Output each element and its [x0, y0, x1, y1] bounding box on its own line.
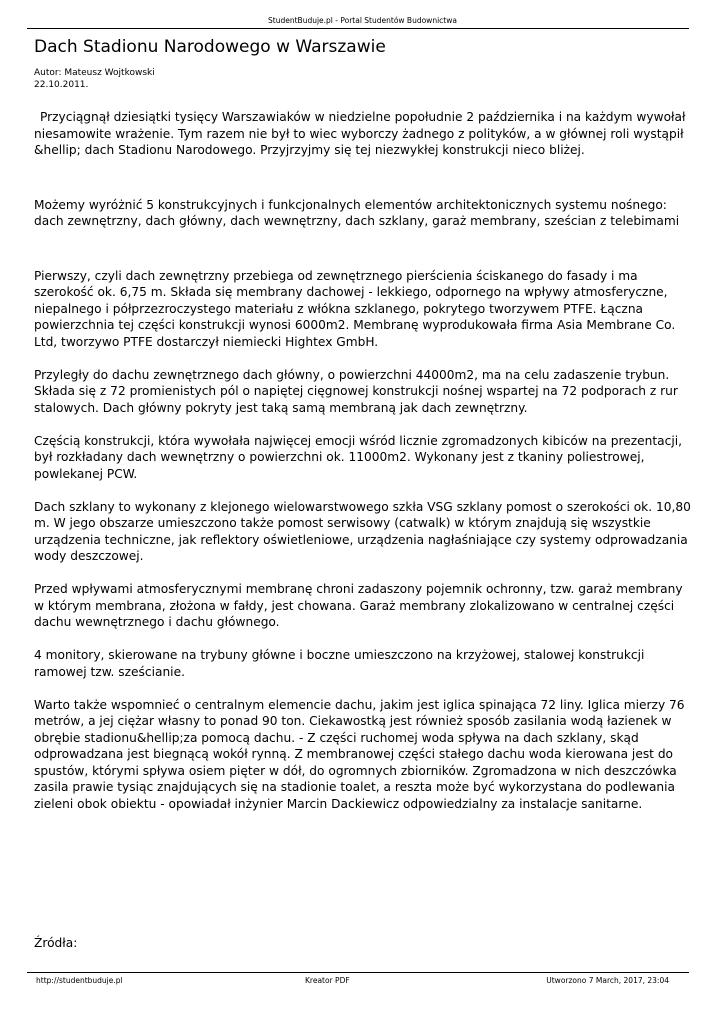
- article-date: 22.10.2011.: [34, 80, 89, 90]
- footer-created-date: Utworzono 7 March, 2017, 23:04: [546, 976, 669, 985]
- article-paragraph-inner-roof: Częścią konstrukcji, która wywołała najwięcej emocji wśród licznie zgromadzonych kibiców na prezentacji, był rozkładany dach wewnętrzny o powierzchni ok. 11000m2. Wykonany jest z tkaniny poliestrowej, powlekanej PCW.: [34, 433, 682, 481]
- article-paragraph-glass-roof: Dach szklany to wykonany z klejonego wielowarstwowego szkła VSG szklany pomost o szerokości ok. 10,80 m. W jego obszarze umieszczono także pomost serwisowy (catwalk) w którym znajdują się wszystkie urządzenia techniczne, jak reflektory oświetleniowe, urządzenia nagłaśniające czy systemy odprowadzania wody deszczowej.: [34, 499, 691, 563]
- footer-url-link[interactable]: http://studentbuduje.pl: [36, 976, 123, 985]
- article-paragraph-spire: Warto także wspomnieć o centralnym elemencie dachu, jakim jest iglica spinająca 72 liny. Iglica mierzy 76 metrów, a jej ciężar własny to ponad 90 ton. Ciekawostką jest również sposób zasilania wodą łazienek w obrębie stadionu&hellip;za pomocą dachu. - Z części ruchomej woda spływa na dach szklany, skąd odprowadzana jest biegnącą wokół rynną. Z membranowej części stałego dachu woda kierowana jest do spustów, którymi spływa osiem pięter w dół, do ogromnych zbiorników. Zgromadzona w nich deszczówka zasila prawie tysiąc znajdujących się na stadionie toalet, a reszta może być wykorzystana do podlewania zieleni obok obiektu - opowiadał inżynier Marcin Dackiewicz odpowiedzialny za instalacje sanitarne.: [34, 697, 685, 811]
- article-paragraph-elements: Możemy wyróżnić 5 konstrukcyjnych i funkcjonalnych elementów architektonicznych systemu nośnego: dach zewnętrzny, dach główny, dach wewnętrzny, dach szklany, garaż membrany, sześcian z telebimami: [34, 197, 680, 228]
- sources-label: Źródła:: [34, 936, 78, 950]
- article-title: Dach Stadionu Narodowego w Warszawie: [34, 37, 386, 57]
- footer-divider: [27, 972, 689, 973]
- article-paragraph-outer-roof: Pierwszy, czyli dach zewnętrzny przebiega od zewnętrznego pierścienia ściskanego do fasady i ma szerokość ok. 6,75 m. Składa się membrany dachowej - lekkiego, odpornego na wpływy atmosferyczne, niepalnego i półprzezroczystego materiału z włókna szklanego, pokrytego tworzywem PTFE. Łączna powierzchnia tej części konstrukcji wynosi 6000m2. Membranę wyprodukowała firma Asia Membrane Co. Ltd, tworzywo PTFE dostarczył niemiecki Hightex GmbH.: [34, 268, 676, 349]
- article-author: Autor: Mateusz Wojtkowski: [34, 68, 155, 78]
- article-paragraph-monitors: 4 monitory, skierowane na trybuny główne i boczne umieszczono na krzyżowej, stalowej konstrukcji ramowej tzw. sześcianie.: [34, 648, 645, 679]
- site-header-title: StudentBuduje.pl - Portal Studentów Budownictwa: [268, 16, 457, 25]
- footer-generator: Kreator PDF: [305, 976, 350, 985]
- article-paragraph-intro: Przyciągnął dziesiątki tysięcy Warszawiaków w niedzielne popołudnie 2 października i na każdym wywołał niesamowite wrażenie. Tym razem nie był to wiec wyborczy żadnego z polityków, a w głównej roli wystąpił &hellip; dach Stadionu Narodowego. Przyjrzyjmy się tej niezwykłej konstrukcji nieco bliżej.: [34, 110, 686, 157]
- article-paragraph-membrane-garage: Przed wpływami atmosferycznymi membranę chroni zadaszony pojemnik ochronny, tzw. garaż membrany w którym membrana, złożona w fałdy, jest chowana. Garaż membrany zlokalizowano w centralnej części dachu wewnętrznego i dachu głównego.: [34, 582, 683, 629]
- article-paragraph-main-roof: Przyległy do dachu zewnętrznego dach główny, o powierzchni 44000m2, ma na celu zadaszenie trybun. Składa się z 72 promienistych pól o napiętej cięgnowej konstrukcji nośnej wspartej na 72 podporach z rur stalowych. Dach główny pokryty jest taką samą membraną jak dach zewnętrzny.: [34, 367, 678, 415]
- article-body: [34, 109, 692, 812]
- header-divider: [27, 28, 689, 29]
